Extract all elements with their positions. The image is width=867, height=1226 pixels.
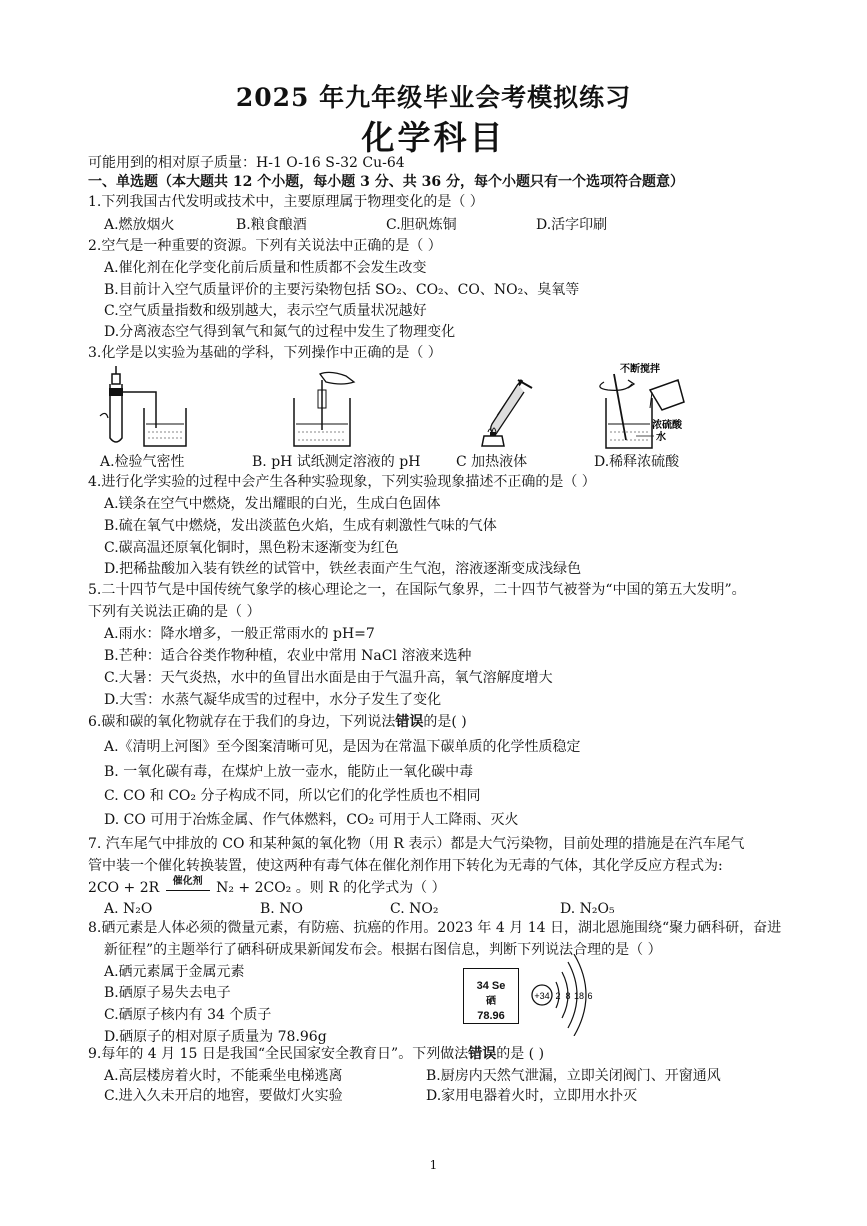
q6-stem-emphasis: 错误 bbox=[395, 714, 424, 730]
q1-option-c: C.胆矾炼铜 bbox=[386, 217, 457, 233]
q2-stem: 2.空气是一种重要的资源。下列有关说法中正确的是（ ） bbox=[88, 238, 442, 254]
q5-option-b: B.芒种：适合谷类作物种植，农业中常用 NaCl 溶液来选种 bbox=[104, 648, 472, 664]
q7-eq-condition: 催化剂 bbox=[172, 876, 203, 887]
q9-option-d: D.家用电器着火时，立即用水扑灭 bbox=[426, 1088, 638, 1104]
water-label: 水 bbox=[656, 432, 666, 443]
q6-option-c: C. CO 和 CO₂ 分子构成不同，所以它们的化学性质也不相同 bbox=[104, 788, 481, 804]
q2-option-c: C.空气质量指数和级别越大，表示空气质量状况越好 bbox=[104, 303, 427, 319]
q7-equation bbox=[88, 878, 446, 898]
q7-stem-2: 管中装一个催化转换装置，使这两种有毒气体在催化剂作用下转化为无毒的气体，其化学反应方程式为: bbox=[88, 858, 723, 874]
q6-stem-post: 的是( ) bbox=[423, 714, 467, 730]
q2-option-d: D.分离液态空气得到氧气和氮气的过程中发生了物理变化 bbox=[104, 324, 456, 340]
q4-option-c: C.碳高温还原氧化铜时，黑色粉末逐渐变为红色 bbox=[104, 540, 399, 556]
shell-4-count: 6 bbox=[587, 991, 593, 1001]
q9-stem-post: 的是 ( ) bbox=[496, 1046, 545, 1062]
section-heading: 一、单选题（本大题共 12 个小题，每小题 3 分、共 36 分，每个小题只有一个选项符合题意） bbox=[88, 174, 684, 190]
q7-stem-1: 7. 汽车尾气中排放的 CO 和某种氮的氧化物（用 R 表示）都是大气污染物，目前处理的措施是在汽车尾气 bbox=[88, 836, 745, 852]
q3-caption-c: C 加热液体 bbox=[456, 454, 528, 470]
acid-label: 浓硫酸 bbox=[652, 420, 682, 431]
q9-option-b: B.厨房内天然气泄漏，立即关闭阀门、开窗通风 bbox=[426, 1068, 721, 1084]
element-card bbox=[463, 968, 519, 1024]
q1-stem: 1.下列我国古代发明或技术中，主要原理属于物理变化的是（ ） bbox=[88, 194, 484, 210]
q7-eq-arrow bbox=[164, 878, 212, 898]
q9-option-c: C.进入久未开启的地窖，要做灯火实验 bbox=[104, 1088, 343, 1104]
q5-stem-2: 下列有关说法正确的是（ ） bbox=[88, 604, 261, 620]
q7-option-a: A. N₂O bbox=[104, 901, 153, 917]
exam-title: 2025 年九年级毕业会考模拟练习 bbox=[235, 83, 632, 112]
atom-structure-diagram bbox=[528, 954, 608, 1036]
q7-eq-left: 2CO + 2R bbox=[88, 880, 160, 896]
q3-caption-b: B. pH 试纸测定溶液的 pH bbox=[252, 454, 421, 470]
q1-option-a: A.燃放烟火 bbox=[104, 217, 175, 233]
q4-stem: 4.进行化学实验的过程中会产生各种实验现象，下列实验现象描述不正确的是（ ） bbox=[88, 474, 596, 490]
shell-1-count: 2 bbox=[555, 991, 561, 1001]
shell-2-count: 8 bbox=[565, 991, 571, 1001]
q5-stem-1: 5.二十四节气是中国传统气象学的核心理论之一，在国际气象界，二十四节气被誉为“中国的第五大发明”。 bbox=[88, 582, 746, 598]
figure-airtightness bbox=[96, 366, 196, 450]
element-name: 硒 bbox=[486, 996, 496, 1007]
atomic-masses: 可能用到的相对原子质量：H-1 O-16 S-32 Cu-64 bbox=[88, 155, 405, 171]
q6-stem-pre: 6.碳和碳的氧化物就存在于我们的身边，下列说法 bbox=[88, 714, 396, 730]
q9-stem-pre: 9.每年的 4 月 15 日是我国“全民国家安全教育日”。下列做法 bbox=[88, 1046, 469, 1062]
q8-stem-1: 8.硒元素是人体必须的微量元素，有防癌、抗癌的作用。2023 年 4 月 14 日，湖北恩施围绕“聚力硒科研，奋进 bbox=[88, 920, 782, 936]
atom-nucleus: +34 bbox=[534, 991, 550, 1001]
q8-option-a: A.硒元素属于金属元素 bbox=[104, 964, 245, 980]
q5-option-d: D.大雪：水蒸气凝华成雪的过程中，水分子发生了变化 bbox=[104, 692, 442, 708]
q3-caption-a: A.检验气密性 bbox=[100, 454, 185, 470]
q2-option-b: B.目前计入空气质量评价的主要污染物包括 SO₂、CO₂、CO、NO₂、臭氧等 bbox=[104, 282, 580, 298]
q4-option-b: B.硫在氧气中燃烧，发出淡蓝色火焰，生成有刺激性气味的气体 bbox=[104, 518, 497, 534]
page-number: 1 bbox=[429, 1158, 438, 1172]
figure-dilute-acid bbox=[592, 362, 722, 452]
q8-option-b: B.硒原子易失去电子 bbox=[104, 985, 231, 1001]
element-number-symbol: 34 Se bbox=[476, 980, 506, 992]
q7-option-d: D. N₂O₅ bbox=[560, 901, 615, 917]
q9-stem-emphasis: 错误 bbox=[468, 1046, 497, 1062]
figure-heating-liquid bbox=[468, 376, 548, 450]
subject-title: 化学科目 bbox=[361, 118, 506, 157]
q3-stem: 3.化学是以实验为基础的学科，下列操作中正确的是（ ） bbox=[88, 345, 442, 361]
q2-option-a: A.催化剂在化学变化前后质量和性质都不会发生改变 bbox=[104, 260, 427, 276]
q5-option-c: C.大暑：天气炎热，水中的鱼冒出水面是由于气温升高，氧气溶解度增大 bbox=[104, 670, 553, 686]
q8-option-c: C.硒原子核内有 34 个质子 bbox=[104, 1007, 272, 1023]
q3-caption-d: D.稀释浓硫酸 bbox=[594, 454, 680, 470]
q4-option-d: D.把稀盐酸加入装有铁丝的试管中，铁丝表面产生气泡，溶液逐渐变成浅绿色 bbox=[104, 561, 582, 577]
q6-stem bbox=[88, 712, 467, 732]
shell-3-count: 18 bbox=[573, 991, 585, 1001]
q8-option-d: D.硒原子的相对原子质量为 78.96g bbox=[104, 1029, 327, 1045]
q5-option-a: A.雨水：降水增多，一般正常雨水的 pH=7 bbox=[104, 626, 375, 642]
q9-stem bbox=[88, 1044, 544, 1064]
q7-option-b: B. NO bbox=[260, 901, 303, 917]
q6-option-b: B. 一氧化碳有毒，在煤炉上放一壶水，能防止一氧化碳中毒 bbox=[104, 764, 474, 780]
q4-option-a: A.镁条在空气中燃烧，发出耀眼的白光，生成白色固体 bbox=[104, 496, 441, 512]
q7-option-c: C. NO₂ bbox=[390, 901, 439, 917]
q1-option-d: D.活字印刷 bbox=[536, 217, 608, 233]
q1-option-b: B.粮食酿酒 bbox=[236, 217, 307, 233]
q6-option-d: D. CO 可用于冶炼金属、作气体燃料，CO₂ 可用于人工降雨、灭火 bbox=[104, 812, 519, 828]
q9-option-a: A.高层楼房着火时，不能乘坐电梯逃离 bbox=[104, 1068, 343, 1084]
q7-eq-right: N₂ + 2CO₂ 。则 R 的化学式为（ ） bbox=[216, 880, 446, 896]
figure-ph-test bbox=[286, 370, 366, 450]
q6-option-a: A.《清明上河图》至今图案清晰可见，是因为在常温下碳单质的化学性质稳定 bbox=[104, 739, 581, 755]
stir-label: 不断搅拌 bbox=[620, 364, 660, 375]
element-mass: 78.96 bbox=[477, 1010, 505, 1022]
q8-stem-2: 新征程”的主题举行了硒科研成果新闻发布会。根据右图信息，判断下列说法合理的是（ ） bbox=[104, 942, 662, 958]
